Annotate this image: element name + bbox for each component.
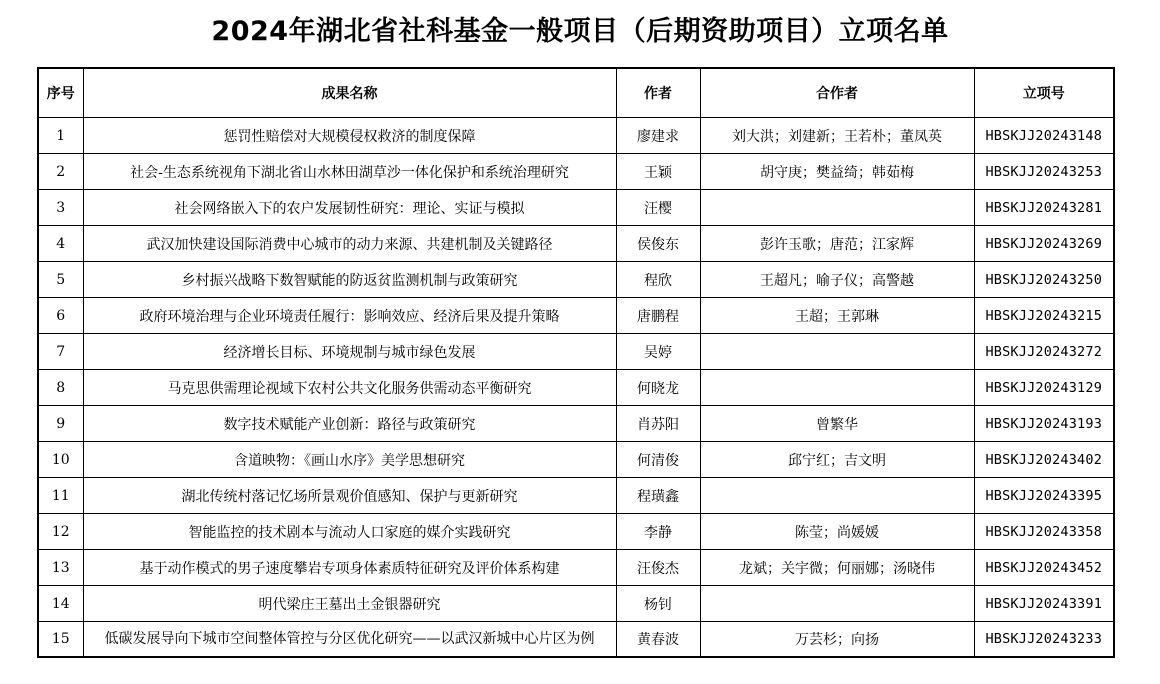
table-row [38, 370, 1114, 406]
cell-coauthors: 刘大洪；刘建新；王若朴；董凤英 [700, 118, 974, 154]
cell-no: 14 [38, 586, 83, 622]
cell-no: 4 [38, 226, 83, 262]
cell-coauthors: 曾繁华 [700, 406, 974, 442]
header-coauthors: 合作者 [700, 68, 974, 118]
cell-coauthors: 王超凡；喻子仪；高警越 [700, 262, 974, 298]
cell-project-id: HBSKJJ20243148 [974, 118, 1114, 154]
cell-author: 廖建求 [616, 118, 700, 154]
cell-coauthors [700, 586, 974, 622]
cell-author: 吴婷 [616, 334, 700, 370]
table-row [38, 550, 1114, 586]
table-row [38, 442, 1114, 478]
table-row [38, 478, 1114, 514]
table-row [38, 334, 1114, 370]
cell-name: 基于动作模式的男子速度攀岩专项身体素质特征研究及评价体系构建 [83, 550, 616, 586]
cell-coauthors: 胡守庚；樊益绮；韩茹梅 [700, 154, 974, 190]
table-header [38, 68, 1114, 118]
cell-no: 1 [38, 118, 83, 154]
cell-coauthors: 陈莹；尚媛媛 [700, 514, 974, 550]
cell-coauthors: 万芸杉；向扬 [700, 622, 974, 658]
cell-no: 15 [38, 622, 83, 658]
table-row [38, 262, 1114, 298]
cell-name: 经济增长目标、环境规制与城市绿色发展 [83, 334, 616, 370]
cell-author: 汪樱 [616, 190, 700, 226]
header-project-id: 立项号 [974, 68, 1114, 118]
cell-coauthors [700, 334, 974, 370]
cell-name: 数字技术赋能产业创新：路径与政策研究 [83, 406, 616, 442]
table-row [38, 154, 1114, 190]
table-row [38, 118, 1114, 154]
cell-no: 13 [38, 550, 83, 586]
header-name: 成果名称 [83, 68, 616, 118]
cell-project-id: HBSKJJ20243358 [974, 514, 1114, 550]
page-title: 2024年湖北省社科基金一般项目（后期资助项目）立项名单 [211, 16, 949, 47]
cell-name: 政府环境治理与企业环境责任履行：影响效应、经济后果及提升策略 [83, 298, 616, 334]
cell-author: 肖苏阳 [616, 406, 700, 442]
cell-coauthors: 邱宁红；吉文明 [700, 442, 974, 478]
header-author: 作者 [616, 68, 700, 118]
project-list-table [37, 67, 1115, 658]
cell-no: 10 [38, 442, 83, 478]
cell-name: 智能监控的技术剧本与流动人口家庭的媒介实践研究 [83, 514, 616, 550]
cell-no: 5 [38, 262, 83, 298]
cell-project-id: HBSKJJ20243452 [974, 550, 1114, 586]
cell-name: 湖北传统村落记忆场所景观价值感知、保护与更新研究 [83, 478, 616, 514]
cell-coauthors: 彭许玉歌；唐范；江家辉 [700, 226, 974, 262]
cell-project-id: HBSKJJ20243253 [974, 154, 1114, 190]
cell-name: 低碳发展导向下城市空间整体管控与分区优化研究——以武汉新城中心片区为例 [83, 622, 616, 658]
cell-name: 惩罚性赔偿对大规模侵权救济的制度保障 [83, 118, 616, 154]
cell-project-id: HBSKJJ20243391 [974, 586, 1114, 622]
cell-coauthors [700, 370, 974, 406]
cell-no: 12 [38, 514, 83, 550]
cell-no: 3 [38, 190, 83, 226]
cell-author: 何清俊 [616, 442, 700, 478]
table-row [38, 586, 1114, 622]
table-row [38, 298, 1114, 334]
cell-name: 马克思供需理论视域下农村公共文化服务供需动态平衡研究 [83, 370, 616, 406]
table-row [38, 622, 1114, 658]
table-row [38, 190, 1114, 226]
cell-no: 11 [38, 478, 83, 514]
cell-author: 何晓龙 [616, 370, 700, 406]
cell-name: 武汉加快建设国际消费中心城市的动力来源、共建机制及关键路径 [83, 226, 616, 262]
cell-coauthors: 王超；王郭琳 [700, 298, 974, 334]
cell-project-id: HBSKJJ20243281 [974, 190, 1114, 226]
cell-author: 汪俊杰 [616, 550, 700, 586]
header-row [38, 68, 1114, 118]
table-row [38, 226, 1114, 262]
cell-coauthors [700, 190, 974, 226]
cell-project-id: HBSKJJ20243193 [974, 406, 1114, 442]
header-no: 序号 [38, 68, 83, 118]
cell-project-id: HBSKJJ20243402 [974, 442, 1114, 478]
cell-no: 2 [38, 154, 83, 190]
table-row [38, 406, 1114, 442]
cell-name: 含道映物：《画山水序》美学思想研究 [83, 442, 616, 478]
cell-no: 6 [38, 298, 83, 334]
cell-no: 7 [38, 334, 83, 370]
cell-project-id: HBSKJJ20243269 [974, 226, 1114, 262]
cell-author: 侯俊东 [616, 226, 700, 262]
cell-project-id: HBSKJJ20243395 [974, 478, 1114, 514]
cell-author: 杨钊 [616, 586, 700, 622]
cell-coauthors [700, 478, 974, 514]
table-row [38, 514, 1114, 550]
cell-no: 8 [38, 370, 83, 406]
cell-name: 乡村振兴战略下数智赋能的防返贫监测机制与政策研究 [83, 262, 616, 298]
table-body [38, 118, 1114, 658]
cell-project-id: HBSKJJ20243129 [974, 370, 1114, 406]
cell-author: 王颖 [616, 154, 700, 190]
cell-project-id: HBSKJJ20243250 [974, 262, 1114, 298]
cell-coauthors: 龙斌；关宇微；何丽娜；汤晓伟 [700, 550, 974, 586]
cell-author: 唐鹏程 [616, 298, 700, 334]
cell-author: 李静 [616, 514, 700, 550]
cell-project-id: HBSKJJ20243233 [974, 622, 1114, 658]
cell-name: 社会网络嵌入下的农户发展韧性研究：理论、实证与模拟 [83, 190, 616, 226]
cell-name: 社会-生态系统视角下湖北省山水林田湖草沙一体化保护和系统治理研究 [83, 154, 616, 190]
cell-author: 黄春波 [616, 622, 700, 658]
cell-author: 程璜鑫 [616, 478, 700, 514]
cell-author: 程欣 [616, 262, 700, 298]
cell-name: 明代梁庄王墓出土金银器研究 [83, 586, 616, 622]
cell-no: 9 [38, 406, 83, 442]
cell-project-id: HBSKJJ20243215 [974, 298, 1114, 334]
cell-project-id: HBSKJJ20243272 [974, 334, 1114, 370]
